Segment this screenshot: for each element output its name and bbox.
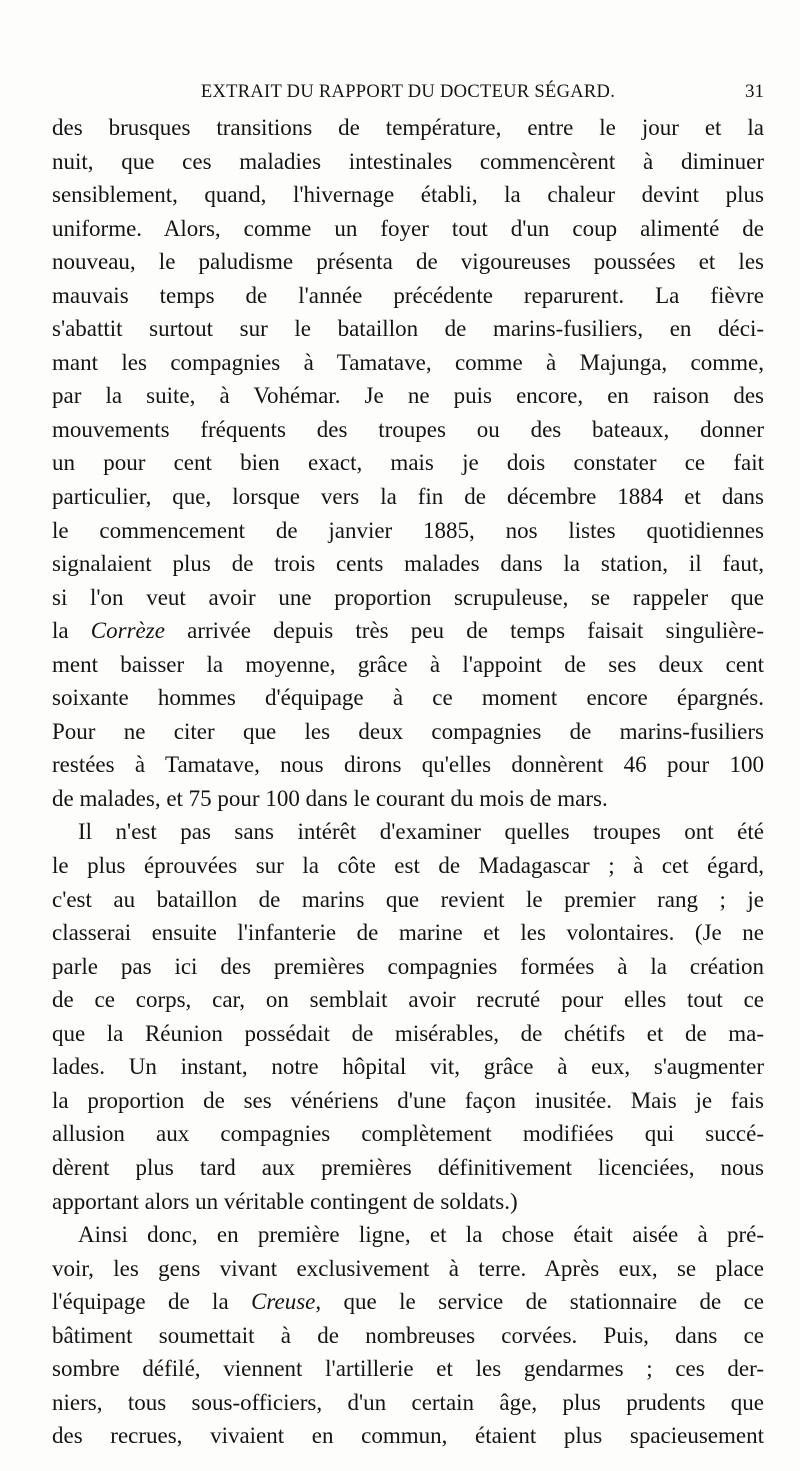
- text-line: [52, 1285, 764, 1319]
- text-line: par la suite, à Vohémar. Je ne puis encore, en raison des: [52, 383, 764, 409]
- text-line: classerai ensuite l'infanterie de marine et les volontaires. (Je ne: [52, 920, 764, 946]
- text-line: que la Réunion possédait de misérables, de chétifs et de ma-: [52, 1020, 764, 1046]
- text-line: restées à Tamatave, nous dirons qu'elles donnèrent 46 pour 100: [52, 752, 764, 778]
- text-line: lades. Un instant, notre hôpital vit, grâce à eux, s'augmenter: [52, 1054, 764, 1080]
- text-line: niers, tous sous-officiers, d'un certain âge, plus prudents que: [52, 1389, 764, 1415]
- text-line: nouveau, le paludisme présenta de vigoureuses poussées et les: [52, 249, 764, 275]
- text-line: de ce corps, car, on semblait avoir recruté pour elles tout ce: [52, 987, 764, 1013]
- text-line: ment baisser la moyenne, grâce à l'appoint de ses deux cent: [52, 651, 764, 677]
- text-line: sensiblement, quand, l'hivernage établi, la chaleur devint plus: [52, 182, 764, 208]
- text-line: le commencement de janvier 1885, nos listes quotidiennes: [52, 517, 764, 543]
- text-line: mouvements fréquents des troupes ou des bateaux, donner: [52, 416, 764, 442]
- text-line: allusion aux compagnies complètement modifiées qui succé-: [52, 1121, 764, 1147]
- text-line: dèrent plus tard aux premières définitivement licenciées, nous: [52, 1154, 764, 1180]
- running-head: [52, 78, 764, 106]
- text-line: des recrues, vivaient en commun, étaient plus spacieusement: [52, 1423, 764, 1449]
- text-line: c'est au bataillon de marins que revient le premier rang ; je: [52, 886, 764, 912]
- text-line-segment: la: [52, 618, 91, 644]
- text-line-segment: , que le service de stationnaire de ce: [315, 1289, 764, 1315]
- text-line: bâtiment soumettait à de nombreuses corvées. Puis, dans ce: [52, 1322, 764, 1348]
- text-line: mant les compagnies à Tamatave, comme à Majunga, comme,: [52, 349, 764, 375]
- text-line: Ainsi donc, en première ligne, et la chose était aisée à pré-: [78, 1222, 764, 1248]
- text-line: uniforme. Alors, comme un foyer tout d'un coup alimenté de: [52, 215, 764, 241]
- text-line: Il n'est pas sans intérêt d'examiner quelles troupes ont été: [78, 819, 764, 845]
- text-line: mauvais temps de l'année précédente reparurent. La fièvre: [52, 282, 764, 308]
- ship-name: Corrèze: [90, 618, 165, 644]
- text-line: particulier, que, lorsque vers la fin de décembre 1884 et dans: [52, 484, 764, 510]
- ship-name: Creuse: [251, 1289, 316, 1315]
- page-number: 31: [745, 81, 764, 102]
- text-line: des brusques transitions de température, entre le jour et la: [52, 115, 764, 140]
- body-text: [52, 111, 764, 1453]
- text-line: un pour cent bien exact, mais je dois constater ce fait: [52, 450, 764, 476]
- running-title: EXTRAIT DU RAPPORT DU DOCTEUR SÉGARD.: [200, 82, 616, 102]
- text-line: sombre défilé, viennent l'artillerie et les gendarmes ; ces der-: [52, 1356, 764, 1382]
- text-line: soixante hommes d'équipage à ce moment encore épargnés.: [52, 685, 764, 711]
- text-line-segment: l'équipage de la: [52, 1289, 252, 1315]
- text-line: parle pas ici des premières compagnies formées à la création: [52, 953, 764, 979]
- text-line-segment: arrivée depuis très peu de temps faisait singulière-: [164, 618, 764, 644]
- text-line: nuit, que ces maladies intestinales commencèrent à diminuer: [52, 148, 764, 174]
- text-line: si l'on veut avoir une proportion scrupuleuse, se rappeler que: [52, 584, 764, 610]
- text-line: signalaient plus de trois cents malades dans la station, il faut,: [52, 551, 764, 577]
- text-line: s'abattit surtout sur le bataillon de marins-fusiliers, en déci-: [52, 316, 764, 342]
- text-line: Pour ne citer que les deux compagnies de marins-fusiliers: [52, 718, 764, 744]
- text-line: la proportion de ses vénériens d'une façon inusitée. Mais je fais: [52, 1087, 764, 1113]
- text-line: apportant alors un véritable contingent de soldats.): [52, 1188, 518, 1214]
- text-line: [52, 614, 764, 648]
- text-line: de malades, et 75 pour 100 dans le courant du mois de mars.: [52, 785, 608, 811]
- text-line: le plus éprouvées sur la côte est de Madagascar ; à cet égard,: [52, 853, 764, 879]
- text-line: voir, les gens vivant exclusivement à terre. Après eux, se place: [52, 1255, 764, 1281]
